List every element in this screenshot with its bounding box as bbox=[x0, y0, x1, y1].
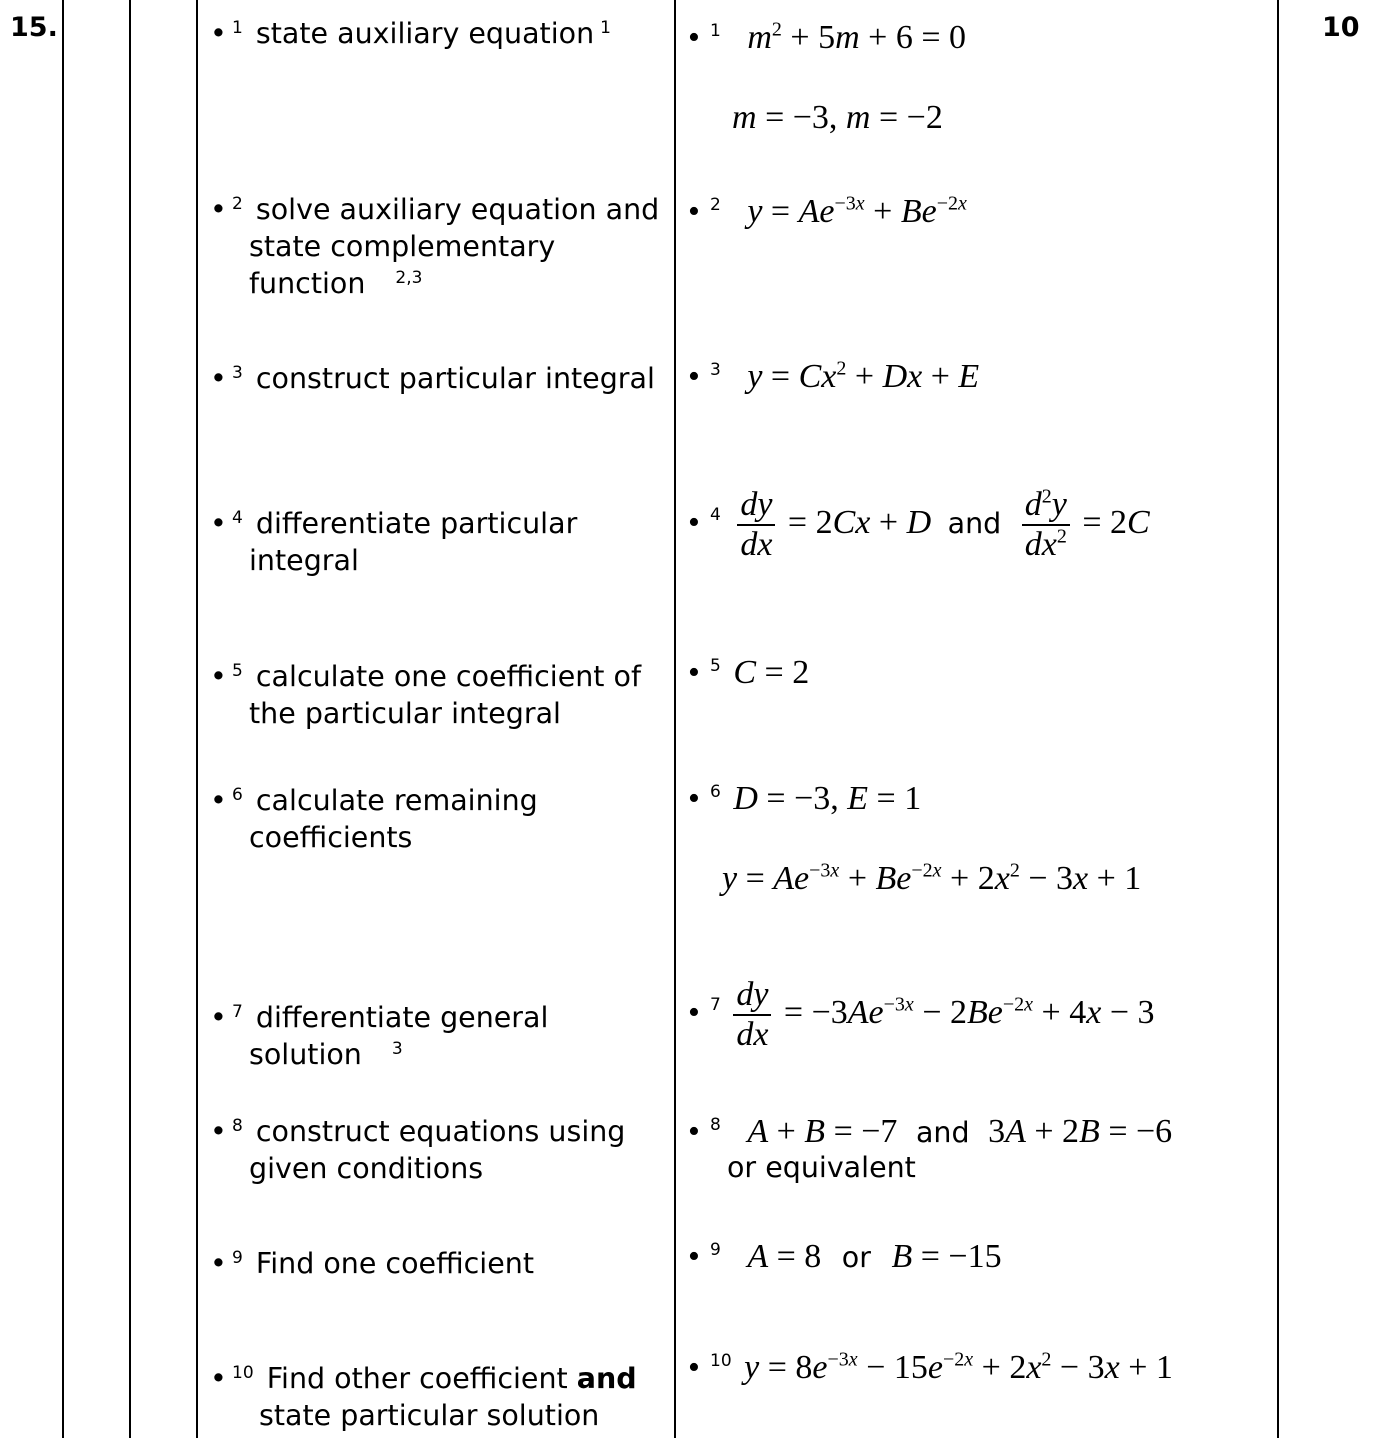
question-number: 15. bbox=[10, 12, 58, 43]
column-rule bbox=[196, 0, 198, 1438]
bullet-number: 5 bbox=[232, 660, 243, 681]
response-1: • $^1$ $m^2 + 5m + 6 = 0$ m = −3, m = −2 bbox=[688, 18, 1268, 138]
note-ref: 1 bbox=[600, 17, 611, 38]
step-text: solution bbox=[249, 1038, 362, 1071]
step-1: • $^1$ state auxiliary equation $^1$ bbox=[210, 17, 611, 50]
response-10: • $^{10}$ $y = 8e^{-3x} - 15e^{-2x} + 2x^2 - 3x + 1$ bbox=[688, 1348, 1173, 1386]
step-text: the particular integral bbox=[249, 697, 561, 730]
bullet-number: 9 bbox=[710, 1239, 721, 1260]
step-text: state auxiliary equation bbox=[255, 17, 595, 50]
response-2: • $^2$ $y = Ae^{-3x} + Be^{-2x}$ bbox=[688, 192, 967, 230]
bullet-number: 3 bbox=[710, 359, 721, 380]
response-3: • $^3$ $y = Cx^2 + Dx + E$ bbox=[688, 357, 980, 395]
step-text: differentiate general bbox=[255, 1001, 549, 1034]
bullet-number: 7 bbox=[232, 1001, 243, 1022]
response-5: • $^5$ C = 2 bbox=[688, 654, 810, 691]
step-10: • $^{10}$ Find other coefficient and state particular solution bbox=[210, 1360, 670, 1434]
step-4: • $^4$ differentiate particular integral bbox=[210, 505, 670, 579]
response-word: and bbox=[947, 506, 1002, 540]
bullet-number: 2 bbox=[232, 193, 243, 214]
step-9: • $^9$ Find one coefficient bbox=[210, 1247, 534, 1280]
marks-total: 10 bbox=[1322, 12, 1360, 43]
step-6: • $^6$ calculate remaining coefficients bbox=[210, 782, 670, 856]
response-extra: or equivalent bbox=[727, 1151, 916, 1184]
bullet-number: 2 bbox=[710, 194, 721, 215]
response-word: and bbox=[915, 1116, 970, 1149]
response-word: or bbox=[841, 1241, 871, 1274]
note-ref: 3 bbox=[391, 1038, 403, 1059]
step-text: given conditions bbox=[249, 1152, 484, 1185]
note-ref: 2,3 bbox=[395, 267, 423, 288]
step-5: • $^5$ calculate one coefficient of the particular integral bbox=[210, 658, 670, 732]
bullet-number: 7 bbox=[710, 995, 721, 1016]
column-rule bbox=[62, 0, 64, 1438]
step-3: • $^3$ construct particular integral bbox=[210, 362, 655, 395]
response-9: • $^9$ A = 8 or B = −15 bbox=[688, 1238, 1002, 1275]
step-text: state particular solution bbox=[259, 1399, 600, 1432]
step-text: construct equations using bbox=[255, 1115, 626, 1148]
step-text: function bbox=[249, 267, 366, 300]
step-text: integral bbox=[249, 544, 359, 577]
response-6: • $^6$ D = −3, E = 1 $y = Ae^{-3x} + Be^{-2x} + 2x^2 - 3x + 1$ bbox=[688, 780, 1142, 897]
column-rule bbox=[129, 0, 131, 1438]
bullet-number: 4 bbox=[232, 507, 243, 528]
bullet-number: 8 bbox=[232, 1115, 243, 1136]
step-bold-word: and bbox=[576, 1362, 637, 1395]
column-rule bbox=[674, 0, 676, 1438]
step-2: • $^2$ solve auxiliary equation and state complementary function $^{2,3}$ bbox=[210, 191, 670, 302]
bullet-number: 4 bbox=[710, 505, 721, 526]
step-text: state complementary bbox=[249, 230, 556, 263]
step-text: Find one coefficient bbox=[255, 1247, 534, 1280]
column-rule bbox=[1277, 0, 1279, 1438]
response-line: m = −3, m = −2 bbox=[732, 99, 943, 136]
step-text: calculate remaining bbox=[255, 784, 538, 817]
step-text: differentiate particular bbox=[255, 507, 578, 540]
bullet-number: 1 bbox=[232, 17, 243, 38]
step-text: calculate one coefficient of bbox=[255, 660, 642, 693]
bullet-number: 9 bbox=[232, 1247, 243, 1268]
response-7: • $^7$ $\frac{dy}{dx}$ = $-3Ae^{-3x} - 2Be^{-2x} + 4x - 3$ bbox=[688, 976, 1155, 1053]
bullet-number: 8 bbox=[710, 1114, 721, 1135]
step-text: solve auxiliary equation and bbox=[255, 193, 660, 226]
bullet-number: 5 bbox=[710, 655, 721, 676]
bullet-number: 1 bbox=[710, 20, 721, 41]
step-text: coefficients bbox=[249, 821, 413, 854]
step-text: Find other coefficient bbox=[266, 1362, 568, 1395]
step-7: • $^7$ differentiate general solution $^3$ bbox=[210, 1001, 549, 1071]
response-4: • $^4$ $\frac{dy}{dx}$ = 2Cx + D and $\frac{d^2y}{dx^2}$ = 2C bbox=[688, 485, 1150, 563]
bullet-number: 6 bbox=[710, 781, 721, 802]
bullet-number: 3 bbox=[232, 362, 243, 383]
step-8: • $^8$ construct equations using given conditions bbox=[210, 1113, 670, 1187]
step-text: construct particular integral bbox=[255, 362, 655, 395]
bullet-number: 10 bbox=[710, 1350, 732, 1371]
response-8: • $^8$ A + B = −7 and 3A + 2B = −6 or equivalent bbox=[688, 1112, 1268, 1183]
bullet-number: 6 bbox=[232, 784, 243, 805]
bullet-number: 10 bbox=[232, 1362, 254, 1383]
